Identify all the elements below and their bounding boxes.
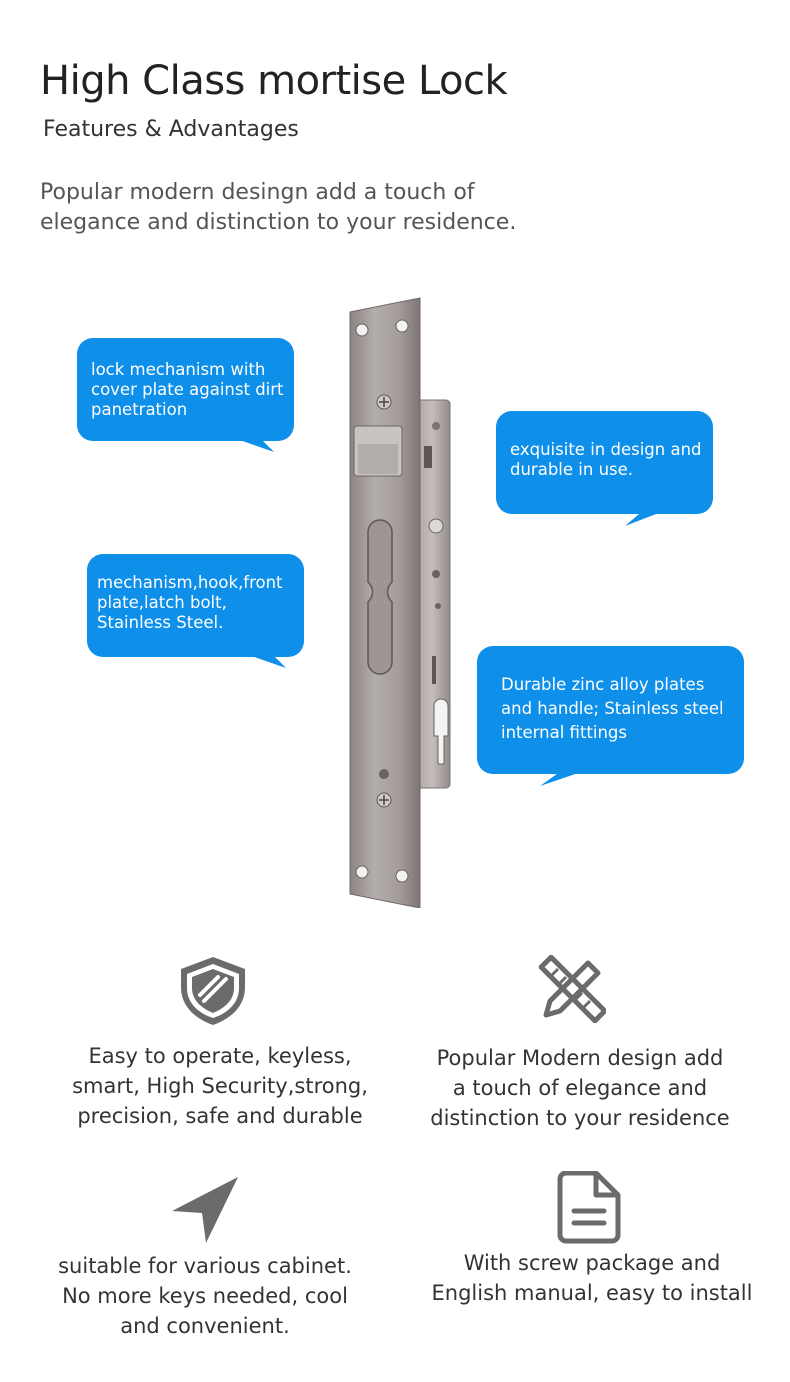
callout-tail xyxy=(228,436,278,454)
feature-text-design: Popular Modern design add a touch of elegance and distinction to your residence xyxy=(430,1046,730,1130)
callout-tail xyxy=(625,509,675,527)
intro-text: Popular modern desingn add a touch of elegance and distinction to your residence. xyxy=(40,180,517,235)
feature-text-security: Easy to operate, keyless, smart, High Security,strong, precision, safe and durable xyxy=(72,1044,368,1128)
callout-tail xyxy=(240,652,290,670)
navigation-arrow-icon xyxy=(170,1175,240,1245)
callout-tail xyxy=(540,769,600,787)
ruler-pencil-icon xyxy=(538,955,606,1023)
feature-text-cabinet: suitable for various cabinet. No more keys needed, cool and convenient. xyxy=(58,1254,352,1338)
page-subtitle: Features & Advantages xyxy=(43,117,299,142)
callout-bubble-zinc-alloy: Durable zinc alloy plates and handle; Stainless steel internal fittings xyxy=(477,646,744,774)
mortise-lock-image xyxy=(340,296,460,908)
document-icon xyxy=(554,1171,624,1245)
page-title: High Class mortise Lock xyxy=(40,58,508,104)
feature-text-installation: With screw package and English manual, easy to install xyxy=(431,1251,753,1305)
shield-icon xyxy=(178,955,248,1027)
callout-bubble-materials: mechanism,hook,front plate,latch bolt, Stainless Steel. xyxy=(87,554,304,657)
callout-bubble-cover-plate: lock mechanism with cover plate against dirt panetration xyxy=(77,338,294,441)
callout-bubble-design: exquisite in design and durable in use. xyxy=(496,411,713,514)
